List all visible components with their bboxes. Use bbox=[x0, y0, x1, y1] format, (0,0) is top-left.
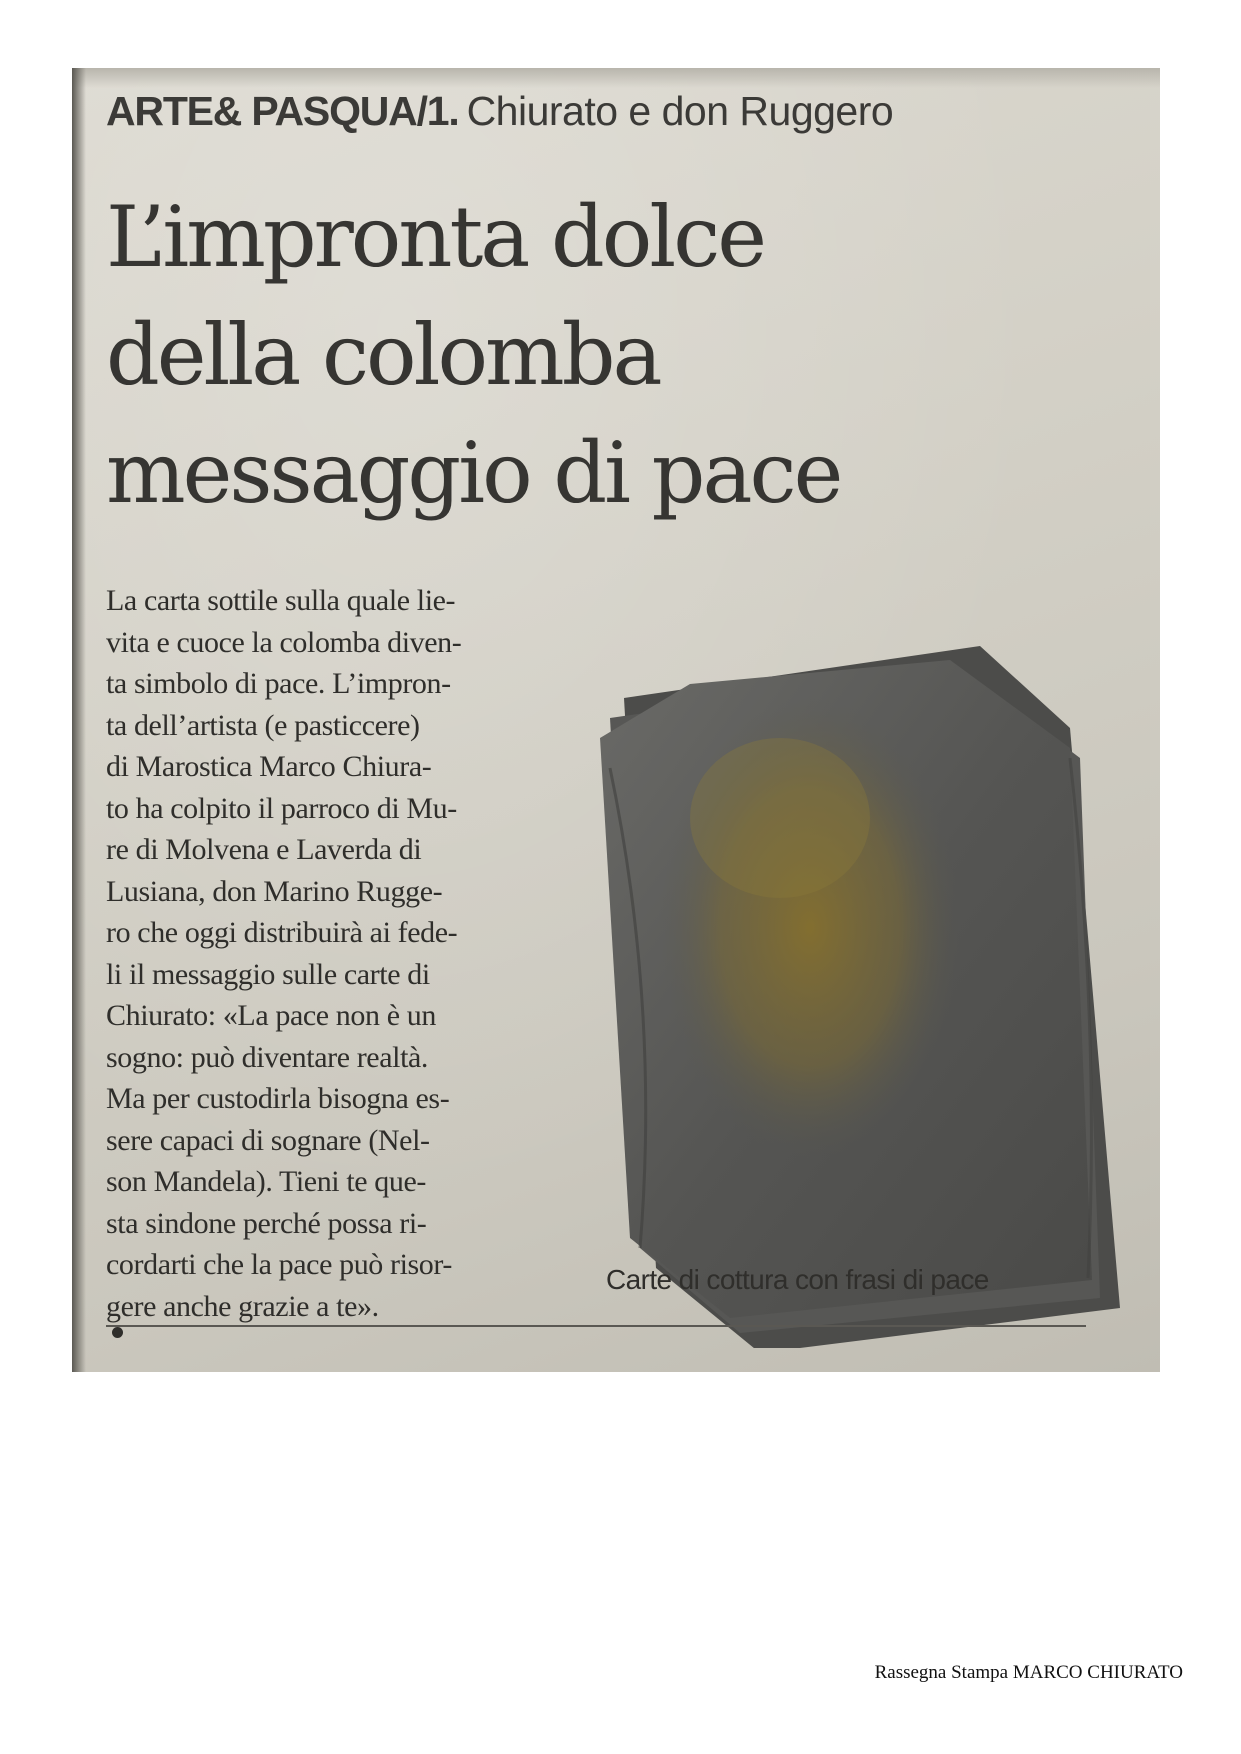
body-line: vita e cuoce la colomba diven- bbox=[106, 625, 462, 659]
bottom-divider bbox=[106, 1325, 1086, 1327]
headline-line: della colomba bbox=[106, 306, 660, 404]
press-review-footer: Rassegna Stampa MARCO CHIURATO bbox=[874, 1662, 1183, 1683]
article-headline bbox=[106, 178, 1106, 532]
body-line: di Marostica Marco Chiura- bbox=[106, 750, 432, 783]
baking-paper-sheets-photo bbox=[600, 608, 1160, 1348]
newspaper-clipping bbox=[72, 68, 1160, 1372]
body-line: Lusiana, don Marino Rugge- bbox=[106, 874, 443, 908]
body-line: son Mandela). Tieni te que- bbox=[106, 1165, 426, 1198]
body-line: ta simbolo di pace. L’impron- bbox=[106, 667, 451, 700]
baking-stain bbox=[690, 738, 870, 898]
headline-line: messaggio di pace bbox=[106, 424, 841, 522]
body-line: cordarti che la pace può risor- bbox=[106, 1248, 452, 1281]
article-body bbox=[106, 580, 576, 1338]
body-line: sta sindone perché possa ri- bbox=[106, 1206, 427, 1240]
body-line: sogno: può diventare realtà. bbox=[106, 1040, 429, 1074]
body-line: Chiurato: «La pace non è un bbox=[106, 999, 436, 1032]
body-line-last bbox=[106, 1286, 576, 1339]
article-kicker bbox=[106, 88, 1066, 135]
body-line: ro che oggi distribuirà ai fede- bbox=[106, 916, 458, 949]
end-bullet-icon bbox=[112, 1327, 123, 1338]
body-line: li il messaggio sulle carte di bbox=[106, 957, 430, 991]
body-line: gere anche grazie a te». bbox=[106, 1289, 379, 1323]
kicker-subtitle: Chiurato e don Ruggero bbox=[466, 88, 894, 134]
body-line: ta dell’artista (e pasticcere) bbox=[106, 708, 420, 742]
body-line: sere capaci di sognare (Nel- bbox=[106, 1123, 430, 1157]
kicker-tag: ARTE& PASQUA/1. bbox=[106, 88, 459, 134]
body-line: to ha colpito il parroco di Mu- bbox=[106, 791, 457, 825]
photo-caption: Carte di cottura con frasi di pace bbox=[606, 1264, 989, 1295]
body-line: re di Molvena e Laverda di bbox=[106, 833, 422, 866]
body-line: Ma per custodirla bisogna es- bbox=[106, 1082, 450, 1115]
body-line: La carta sottile sulla quale lie- bbox=[106, 584, 456, 617]
headline-line: L’impronta dolce bbox=[106, 188, 764, 286]
